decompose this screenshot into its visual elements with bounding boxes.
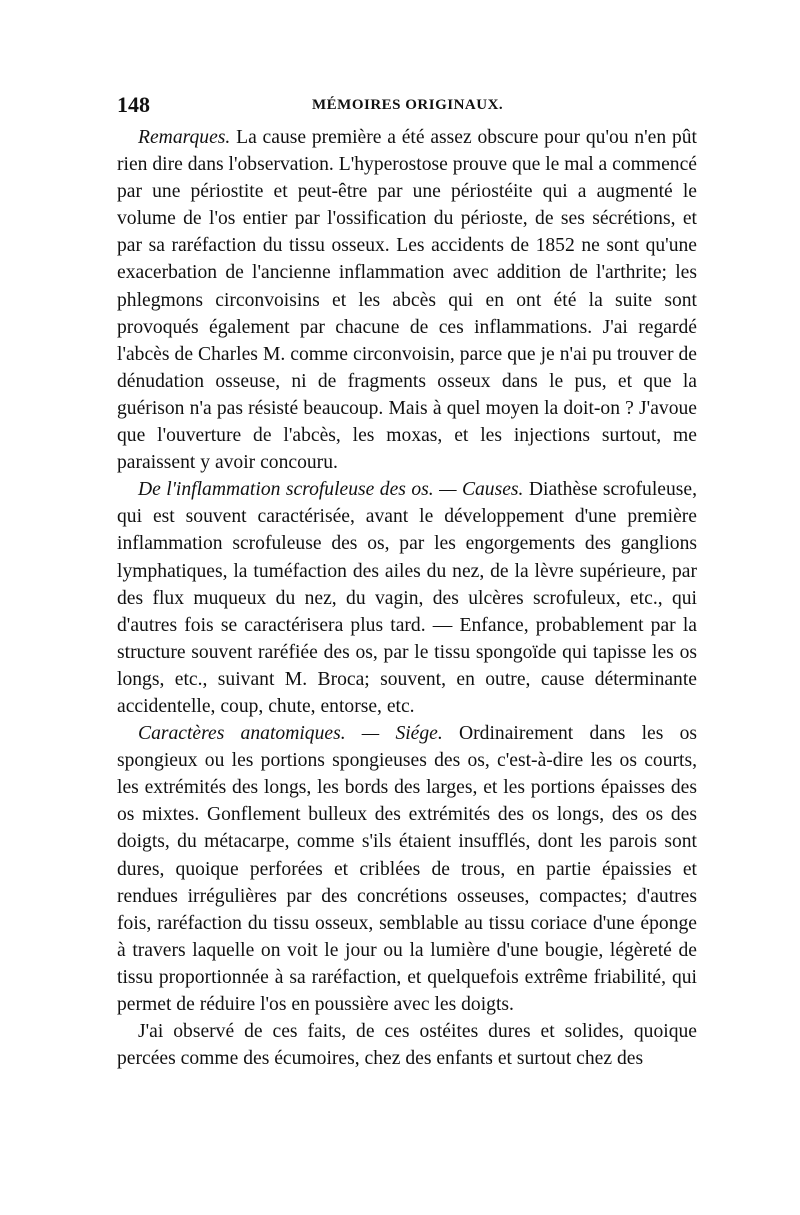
- paragraph-caracteres-anatomiques: [117, 720, 697, 1018]
- paragraph-inflammation-scrofuleuse: [117, 476, 697, 720]
- paragraph-text: Ordinairement dans les os spongieux ou les portions spongieuses des os, c'est-à-dire les os courts, les extrémités des longs, les bords des larges, et les portions épaisses des os mixtes. Gonflement bulleux des extrémités des os longs, des os des doigts, du métacarpe, comme s'ils étaient insufflés, dont les parois sont dures, quoique perforées et criblées de trous, en partie épaissies et rendues irrégulières par des concrétions osseuses, compactes; d'autres fois, raréfaction du tissu osseux, semblable au tissu coriace d'une éponge à travers laquelle on voit le jour ou la lumière d'une bougie, légèreté de tissu proportionnée à sa raréfaction, et quelquefois extrême friabilité, qui permet de réduire l'os en poussière avec les doigts.: [117, 723, 697, 1015]
- paragraph-lead: Caractères anatomiques. — Siége.: [138, 723, 443, 745]
- body-text: [117, 124, 697, 1072]
- paragraph-text: J'ai observé de ces faits, de ces ostéites dures et solides, quoique percées comme des écumoires, chez des enfants et surtout chez des: [117, 1021, 697, 1070]
- paragraph-lead: Remarques.: [138, 127, 231, 148]
- book-page: [117, 92, 697, 1072]
- page-header: [117, 92, 697, 122]
- paragraph-lead: De l'inflammation scrofuleuse des os. — Causes.: [138, 479, 524, 501]
- paragraph-observation: [117, 1018, 697, 1072]
- paragraph-text: La cause première a été assez obscure pour qu'ou n'en pût rien dire dans l'observation. L'hyperostose prouve que le mal a commencé par une périostite et peut-être par une périostéite qui a augmenté le volume de l'os entier par l'ossification du périoste, de ses sécrétions, et par sa raréfaction du tissu osseux. Les accidents de 1852 ne sont qu'une exacerbation de l'ancienne inflammation avec addition de l'arthrite; les phlegmons circonvoisins et les abcès qui en ont été la suite sont provoqués également par chacune de ces inflammations. J'ai regardé l'abcès de Charles M. comme circonvoisin, parce que je n'ai pu trouver de dénudation osseuse, ni de fragments osseux dans le pus, et que la guérison n'a pas résisté beaucoup. Mais à quel moyen la doit-on ? J'avoue que l'ouverture de l'abcès, les moxas, et les injections surtout, me paraissent y avoir concouru.: [117, 127, 697, 474]
- paragraph-remarques: [117, 124, 697, 476]
- paragraph-text: Diathèse scrofuleuse, qui est souvent caractérisée, avant le développement d'une première inflammation scrofuleuse des os, par les engorgements des ganglions lymphatiques, la tuméfaction des ailes du nez, de la lèvre supérieure, par des flux muqueux du nez, du vagin, des ulcères scrofuleux, etc., qui d'autres fois se caractérisera plus tard. — Enfance, probablement par la structure souvent raréfiée des os, par le tissu spongoïde qui tapisse les os longs, etc., suivant M. Broca; souvent, en outre, cause déterminante accidentelle, coup, chute, entorse, etc.: [117, 479, 697, 717]
- page-number: 148: [117, 92, 150, 117]
- running-head: MÉMOIRES ORIGINAUX.: [312, 97, 504, 113]
